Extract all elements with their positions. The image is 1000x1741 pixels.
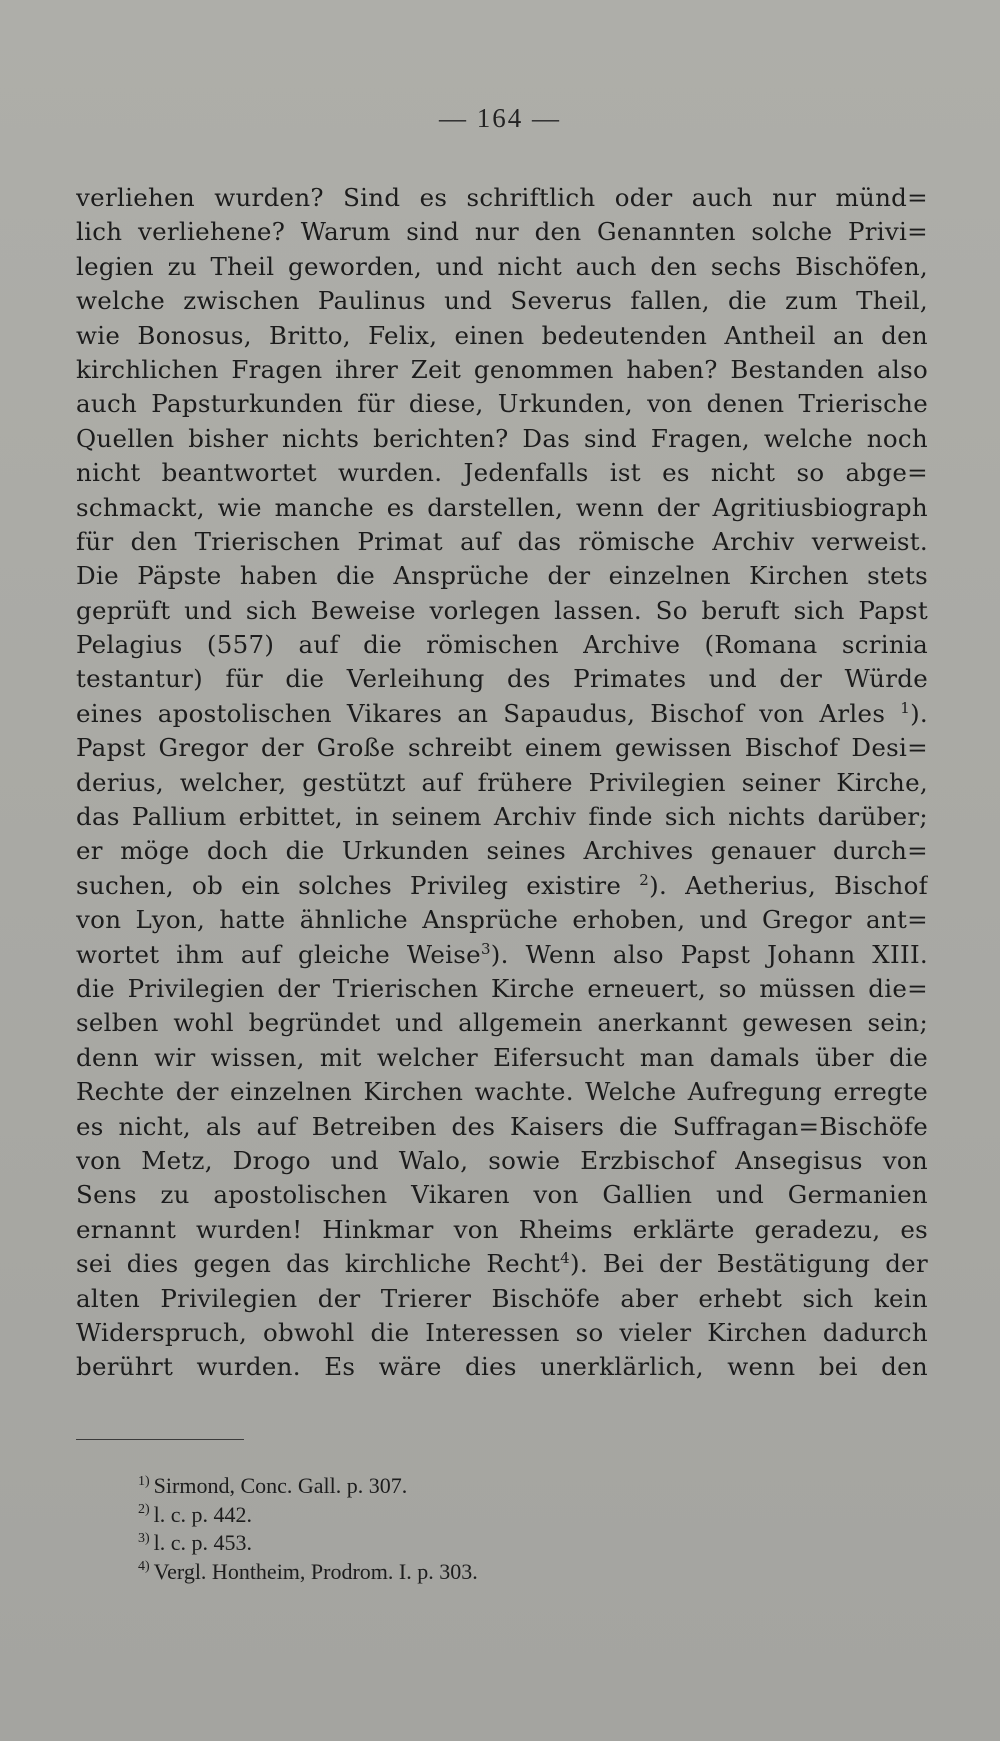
- text-line: testantur) für die Verleihung des Primates und der Würde: [76, 664, 928, 694]
- footnote-marker: 2): [138, 1502, 150, 1518]
- text-line: verliehen wurden? Sind es schriftlich oder auch nur münd=: [76, 183, 928, 212]
- text-line: [76, 1247, 928, 1281]
- text-line: [76, 869, 928, 903]
- text-line: auch Papsturkunden für diese, Urkunden, von denen Trierische: [76, 389, 928, 419]
- body-text: [76, 181, 928, 1385]
- text-line: lich verliehene? Warum sind nur den Genannten solche Privi=: [76, 217, 928, 247]
- text-line: selben wohl begründet und allgemein anerkannt gewesen sein;: [76, 1008, 928, 1038]
- text-line: es nicht, als auf Betreiben des Kaisers die Suffragan=Bischöfe: [76, 1111, 928, 1141]
- footnote: [138, 1558, 838, 1587]
- footnote: [138, 1529, 838, 1558]
- text-segment: ). Bei der Bestätigung der: [569, 1249, 928, 1279]
- text-segment: wortet ihm auf gleiche Weise: [76, 939, 481, 969]
- footnote-ref: 4: [560, 1248, 570, 1267]
- footnote-text: Sirmond, Conc. Gall. p. 307.: [153, 1473, 408, 1498]
- footnote-marker: 1): [138, 1473, 150, 1489]
- text-line: die Privilegien der Trierischen Kirche erneuert, so müssen die=: [76, 973, 928, 1003]
- text-line: Quellen bisher nichts berichten? Das sind Fragen, welche noch: [76, 423, 928, 453]
- text-line: ernannt wurden! Hinkmar von Rheims erklärte geradezu, es: [76, 1214, 928, 1244]
- text-line: von Metz, Drogo und Walo, sowie Erzbischof Ansegisus von: [76, 1145, 928, 1175]
- text-line: nicht beantwortet wurden. Jedenfalls ist es nicht so abge=: [76, 458, 928, 488]
- footnote: [138, 1501, 838, 1530]
- footnotes: [138, 1472, 838, 1586]
- text-line: Widerspruch, obwohl die Interessen so vieler Kirchen dadurch: [76, 1317, 928, 1347]
- text-line: geprüft und sich Beweise vorlegen lassen. So beruft sich Papst: [76, 595, 928, 625]
- text-line: [76, 938, 928, 972]
- text-line: derius, welcher, gestützt auf frühere Privilegien seiner Kirche,: [76, 767, 928, 797]
- footnote-ref: 3: [480, 939, 491, 958]
- footnote-marker: 4): [138, 1559, 150, 1575]
- footnote-ref: 2: [639, 870, 650, 889]
- text-segment: ). Wenn also Papst Johann XIII.: [490, 939, 928, 969]
- text-segment: ). Aetherius, Bischof: [649, 870, 928, 900]
- text-line: [76, 697, 928, 731]
- text-line: berührt wurden. Es wäre dies unerklärlich, wenn bei den: [76, 1352, 928, 1382]
- text-line: alten Privilegien der Trierer Bischöfe aber erhebt sich kein: [76, 1283, 928, 1313]
- footnote-divider: [76, 1439, 244, 1440]
- text-segment: suchen, ob ein solches Privileg existire: [76, 870, 622, 900]
- text-line: schmackt, wie manche es darstellen, wenn der Agritiusbiograph: [76, 492, 928, 522]
- text-line: wie Bonosus, Britto, Felix, einen bedeutenden Antheil an den: [76, 320, 928, 350]
- text-line: welche zwischen Paulinus und Severus fallen, die zum Theil,: [76, 286, 928, 316]
- text-line: er möge doch die Urkunden seines Archives genauer durch=: [76, 836, 928, 866]
- text-line: Papst Gregor der Große schreibt einem gewissen Bischof Desi=: [76, 733, 928, 763]
- text-line: Die Päpste haben die Ansprüche der einzelnen Kirchen stets: [76, 561, 928, 591]
- text-line: denn wir wissen, mit welcher Eifersucht man damals über die: [76, 1042, 928, 1072]
- footnote-ref: 1: [900, 698, 911, 717]
- footnote-marker: 3): [138, 1530, 150, 1546]
- text-line: legien zu Theil geworden, und nicht auch den sechs Bischöfen,: [76, 251, 928, 281]
- footnote-text: l. c. p. 453.: [153, 1530, 253, 1555]
- footnote: [138, 1472, 838, 1501]
- text-segment: eines apostolischen Vikares an Sapaudus, Bischof von Arles: [76, 698, 886, 728]
- text-segment: sei dies gegen das kirchliche Recht: [76, 1249, 561, 1279]
- text-line: Rechte der einzelnen Kirchen wachte. Welche Aufregung erregte: [76, 1077, 928, 1107]
- text-line: für den Trierischen Primat auf das römische Archiv verweist.: [76, 526, 928, 556]
- text-line: von Lyon, hatte ähnliche Ansprüche erhoben, und Gregor ant=: [76, 905, 928, 935]
- text-line: kirchlichen Fragen ihrer Zeit genommen haben? Bestanden also: [76, 354, 928, 384]
- page-number: — 164 —: [439, 103, 561, 133]
- text-line: das Pallium erbittet, in seinem Archiv finde sich nichts darüber;: [76, 802, 928, 832]
- text-line: Pelagius (557) auf die römischen Archive (Romana scrinia: [76, 630, 928, 660]
- footnote-text: Vergl. Hontheim, Prodrom. I. p. 303.: [153, 1558, 478, 1584]
- text-line: Sens zu apostolischen Vikaren von Gallien und Germanien: [76, 1180, 928, 1210]
- footnote-text: l. c. p. 442.: [153, 1501, 253, 1527]
- text-segment: ).: [910, 698, 928, 728]
